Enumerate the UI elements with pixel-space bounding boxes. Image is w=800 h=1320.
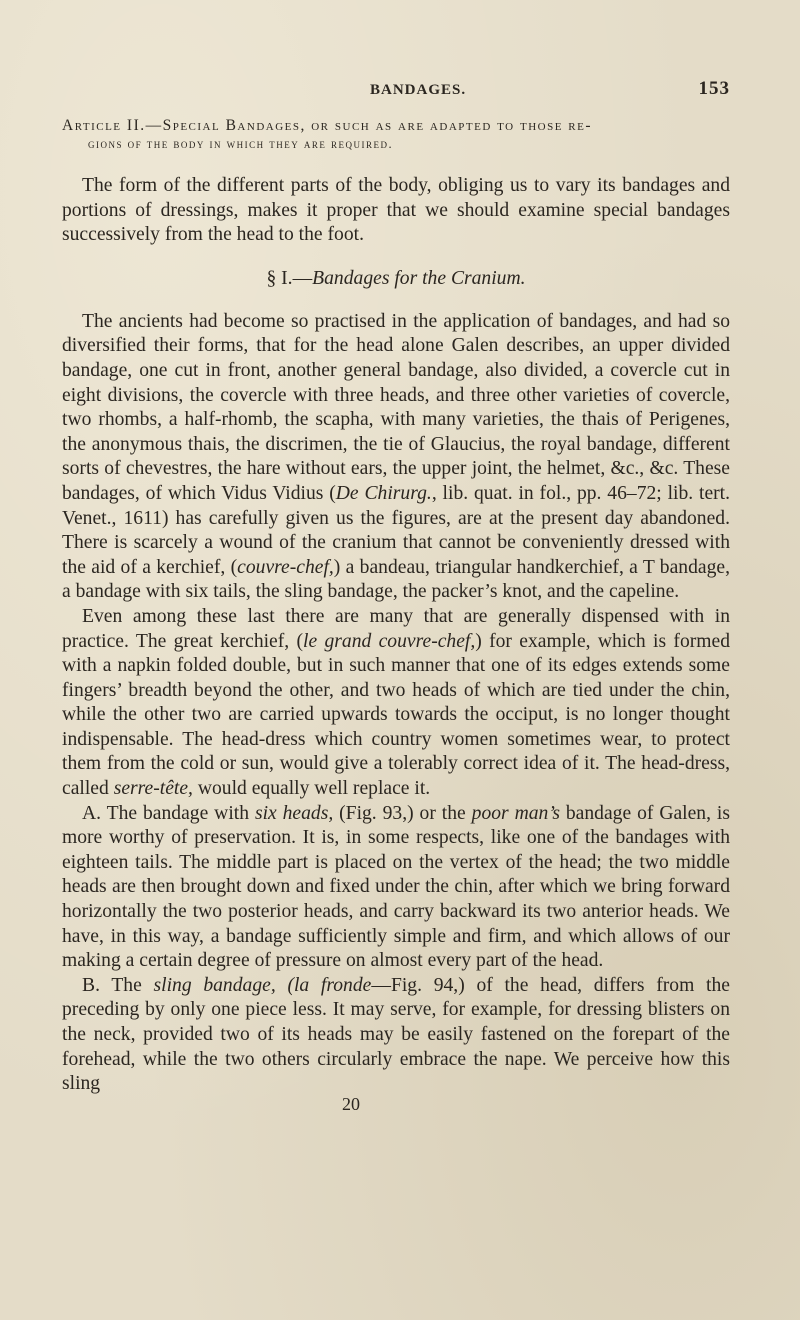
- book-page: [62, 78, 730, 1113]
- paragraph-even-among: Even among these last there are many that are generally dispensed with in practice. The great kerchief, (le grand couvre-chef,) for example, which is formed with a napkin folded double, but in such manner that one of its edges extends some fingers’ breadth beyond the other, and two heads of which are tied under the chin, while the other two are carried upwards towards the occiput, is no longer thought indispensable. The head-dress which country women sometimes wear, to protect them from the cold or sun, would give a tolerably correct idea of it. The head-dress, called serre-tête, would equally well replace it.: [62, 605, 731, 800]
- paragraph-a-six-heads: A. The bandage with six heads, (Fig. 93,) or the poor man’s bandage of Galen, is more worthy of preservation. It is, in some respects, like one of the bandages with eighteen tails. The middle part is placed on the vertex of the head; the two middle heads are then brought down and fixed under the chin, after which we bring forward horizontally the two posterior heads, and carry backward its two anterior heads. We have, in this way, a bandage sufficiently simple and firm, and which allows of our making a certain degree of pressure on almost every part of the head.: [62, 802, 730, 972]
- article-heading: [62, 116, 730, 154]
- paragraph-b-sling: B. The sling bandage, (la fronde—Fig. 94,) of the head, differs from the preceding by only one piece less. It may serve, for example, for dressing blisters on the neck, provided two of its heads may be easily fastened on the forepart of the forehead, while the two others circularly embrace the nape. We perceive how this sling: [62, 974, 730, 1095]
- running-head: [62, 78, 730, 106]
- paragraph-ancients: The ancients had become so practised in the application of bandages, and had so diversified their forms, that for the head alone Galen describes, an upper divided bandage, one cut in front, another general bandage, also divided, a covercle cut in eight divisions, the covercle with three heads, and three other varieties of covercle, two rhombs, a half-rhomb, the scapha, with many varieties, the thais of Perigenes, the anonymous thais, the discrimen, the tie of Glaucius, the royal bandage, different sorts of chevestres, the hare without ears, the upper joint, the helmet, &c., &c. These bandages, of which Vidus Vidius (De Chirurg., lib. quat. in fol., pp. 46–72; lib. tert. Venet., 1611) has carefully given us the figures, are at the present day abandoned. There is scarcely a wound of the cranium that cannot be conveniently dressed with the aid of a kerchief, (couvre-chef,) a bandeau, triangular handkerchief, a T bandage, a bandage with six tails, the sling bandage, the packer’s knot, and the capeline.: [62, 310, 731, 603]
- article-heading-line-2: gions of the body in which they are required.: [88, 137, 394, 151]
- running-title: BANDAGES.: [370, 82, 467, 98]
- section-number: § I.—: [266, 267, 313, 289]
- section-title: Bandages for the Cranium.: [312, 267, 526, 289]
- article-heading-line-1: Article II.—Special Bandages, or such as are adapted to those re-: [62, 117, 593, 134]
- signature-mark: 20: [342, 1093, 360, 1114]
- intro-paragraph: The form of the different parts of the body, obliging us to vary its bandages and portions of dressings, makes it proper that we should examine special bandages successively from the head to the foot.: [62, 175, 730, 246]
- section-heading: [62, 268, 730, 290]
- page-number: 153: [698, 78, 730, 99]
